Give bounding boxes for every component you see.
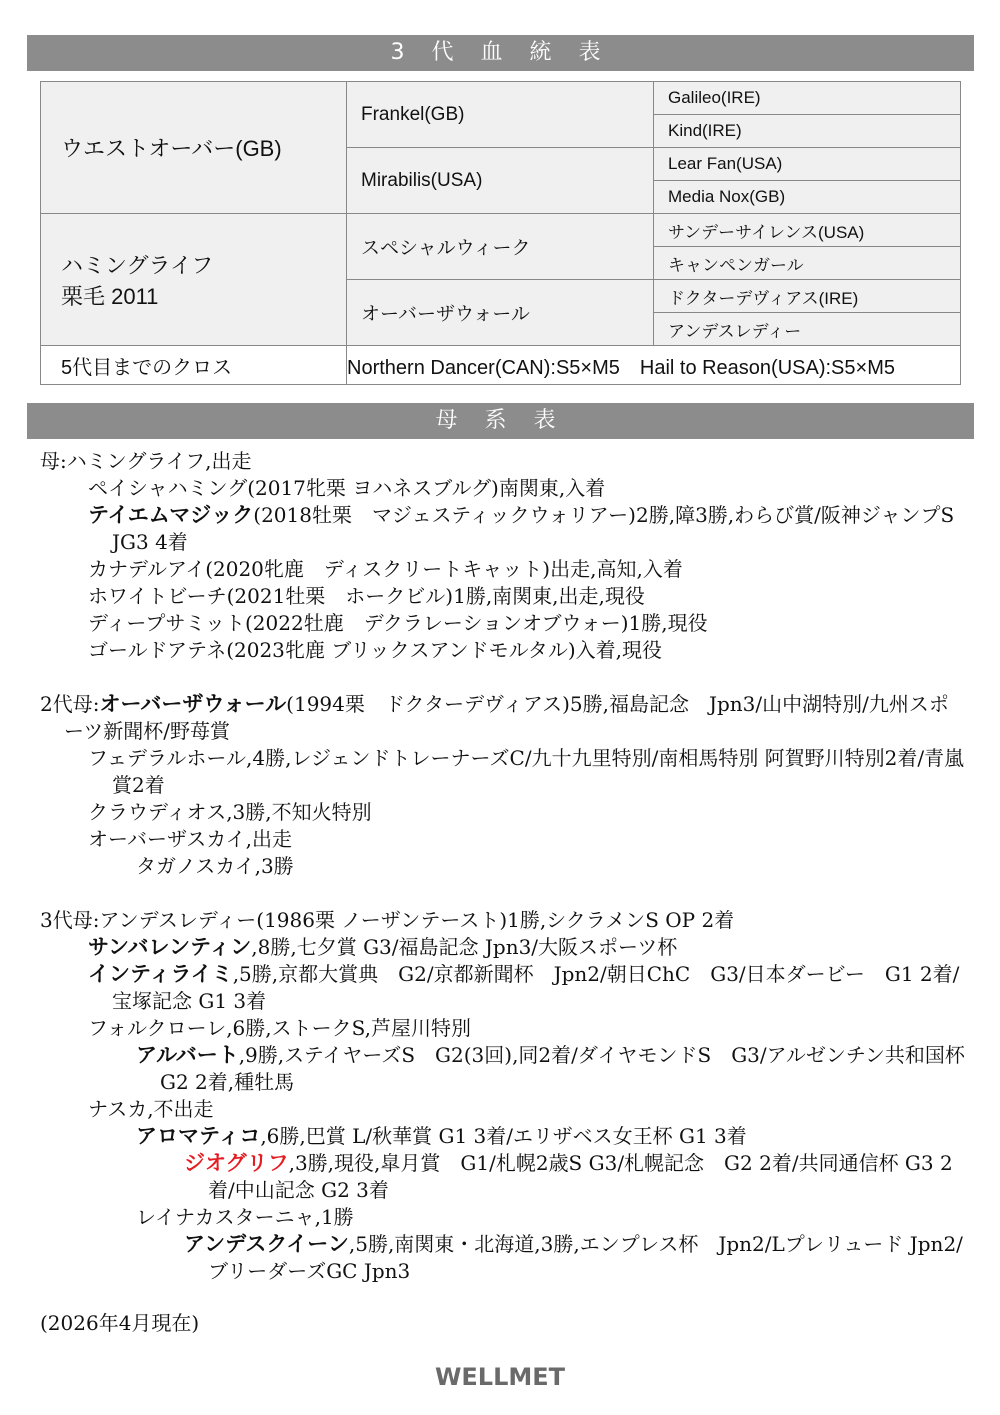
dam-line-entry bbox=[40, 583, 965, 610]
dss-cell: サンデーサイレンス(USA) bbox=[654, 214, 961, 247]
entry-text: ディープサミット(2022牡鹿 デクラレーションオブウォー)1勝,現役 bbox=[88, 611, 708, 635]
horse-name-bold: テイエムマジック bbox=[88, 503, 254, 527]
dam-line-entry bbox=[40, 853, 965, 880]
spacer bbox=[40, 664, 965, 691]
sds-cell: Lear Fan(USA) bbox=[654, 148, 961, 181]
dam-line-entry bbox=[40, 1042, 965, 1096]
sire-sire-cell: Frankel(GB) bbox=[347, 82, 654, 148]
entry-prefix: 2代母: bbox=[40, 692, 100, 716]
entry-text: ,6勝,巴賞 L/秋華賞 G1 3着/エリザベス女王杯 G1 3着 bbox=[260, 1124, 747, 1148]
entry-text: ゴールドアテネ(2023牝鹿 ブリックスアンドモルタル)入着,現役 bbox=[88, 638, 663, 662]
dam-info: 栗毛 2011 bbox=[61, 283, 159, 309]
dam-line-entry bbox=[40, 448, 965, 475]
entry-text: フェデラルホール,4勝,レジェンドトレーナーズC/九十九里特別/南相馬特別 阿賀野川特別2着/青嵐賞2着 bbox=[88, 746, 965, 797]
ddd-cell: アンデスレディー bbox=[654, 313, 961, 346]
ssd-cell: Kind(IRE) bbox=[654, 115, 961, 148]
horse-name-bold: アンデスクイーン bbox=[184, 1232, 349, 1256]
dds-cell: ドクターデヴィアス(IRE) bbox=[654, 280, 961, 313]
dam-dam-cell: オーバーザウォール bbox=[347, 280, 654, 346]
horse-name-bold: アルバート bbox=[136, 1043, 239, 1067]
dam-line-entry bbox=[40, 502, 965, 556]
dam-line-entry bbox=[40, 1204, 965, 1231]
cross-value bbox=[347, 346, 961, 385]
dam-line-entry bbox=[40, 610, 965, 637]
spacer bbox=[40, 880, 965, 907]
entry-text: ,5勝,京都大賞典 G2/京都新聞杯 Jpn2/朝日ChC G3/日本ダービー G1 2着/宝塚記念 G1 3着 bbox=[112, 962, 960, 1013]
sire-dam-cell: Mirabilis(USA) bbox=[347, 148, 654, 214]
dam-line-entry bbox=[40, 1015, 965, 1042]
dsd-cell: キャンペンガール bbox=[654, 247, 961, 280]
horse-name-bold: インティライミ bbox=[88, 962, 233, 986]
cross-label: 5代目までのクロス bbox=[41, 346, 347, 385]
entry-text: 3代母:アンデスレディー(1986栗 ノーザンテースト)1勝,シクラメンS OP 2着 bbox=[40, 908, 735, 932]
horse-name-bold: オーバーザウォール bbox=[99, 692, 287, 716]
entry-text: ,5勝,南関東・北海道,3勝,エンプレス杯 Jpn2/Lプレリュード Jpn2/ブリーダーズGC Jpn3 bbox=[208, 1232, 963, 1283]
pedigree-table bbox=[40, 81, 961, 385]
dam-line-entry bbox=[40, 799, 965, 826]
sss-cell: Galileo(IRE) bbox=[654, 82, 961, 115]
dam-name: ハミングライフ bbox=[61, 252, 214, 278]
dam-line-entry bbox=[40, 1096, 965, 1123]
entry-text: ホワイトビーチ(2021牡栗 ホークビル)1勝,南関東,出走,現役 bbox=[88, 584, 645, 608]
entry-text: タガノスカイ,3勝 bbox=[136, 854, 294, 878]
dam-line-entry bbox=[40, 745, 965, 799]
dam-line-entry bbox=[40, 1231, 965, 1285]
entry-text: カナデルアイ(2020牝鹿 ディスクリートキャット)出走,高知,入着 bbox=[88, 557, 683, 581]
dam-line-entry bbox=[40, 961, 965, 1015]
entry-text: ナスカ,不出走 bbox=[88, 1097, 214, 1121]
dam-line-entry bbox=[40, 691, 965, 745]
dam-line-entry bbox=[40, 826, 965, 853]
dam-line-entry bbox=[40, 475, 965, 502]
sdd-cell: Media Nox(GB) bbox=[654, 181, 961, 214]
dam-line-header: 母 系 表 bbox=[27, 403, 974, 439]
dam-line-entry bbox=[40, 1150, 965, 1204]
pedigree-header: 3 代 血 統 表 bbox=[27, 35, 974, 71]
entry-text: クラウディオス,3勝,不知火特別 bbox=[88, 800, 372, 824]
dam-sire-cell: スペシャルウィーク bbox=[347, 214, 654, 280]
entry-text: レイナカスターニャ,1勝 bbox=[136, 1205, 354, 1229]
entry-text: ,9勝,ステイヤーズS G2(3回),同2着/ダイヤモンドS G3/アルゼンチン共和国杯 G2 2着,種牡馬 bbox=[160, 1043, 965, 1094]
dam-line-entry bbox=[40, 556, 965, 583]
entry-text: フォルクローレ,6勝,ストークS,芦屋川特別 bbox=[88, 1016, 471, 1040]
entry-text: ,3勝,現役,皐月賞 G1/札幌2歳S G3/札幌記念 G2 2着/共同通信杯 G3 2着/中山記念 G2 3着 bbox=[208, 1151, 953, 1202]
entry-text: オーバーザスカイ,出走 bbox=[88, 827, 292, 851]
entry-text: ペイシャハミング(2017牝栗 ヨハネスブルグ)南関東,入着 bbox=[88, 476, 606, 500]
entry-text: 母:ハミングライフ,出走 bbox=[40, 449, 252, 473]
dam-line-entry bbox=[40, 1123, 965, 1150]
dam-line-list bbox=[40, 448, 965, 1285]
entry-text: (1994栗 ドクターデヴィアス)5勝,福島記念 Jpn3/山中湖特別/九州スポーツ新聞杯/野苺賞 bbox=[64, 692, 949, 743]
dam-line-entry bbox=[40, 907, 965, 934]
entry-text: ,8勝,七夕賞 G3/福島記念 Jpn3/大阪スポーツ杯 bbox=[251, 935, 678, 959]
dam-cell bbox=[41, 214, 347, 346]
entry-text: (2018牡栗 マジェスティックウォリアー)2勝,障3勝,わらび賞/阪神ジャンプS JG3 4着 bbox=[112, 503, 955, 554]
horse-name-bold: アロマティコ bbox=[136, 1124, 261, 1148]
wellmet-logo: WELLMET bbox=[434, 1363, 566, 1391]
dam-line-entry bbox=[40, 934, 965, 961]
sire-cell: ウエストオーバー(GB) bbox=[41, 82, 347, 214]
cross-text: Northern Dancer(CAN):S5×M5 Hail to Reason(USA):S5×M5 bbox=[347, 356, 895, 379]
dam-line-entry bbox=[40, 637, 965, 664]
horse-name-bold: サンバレンティン bbox=[88, 935, 252, 959]
horse-name-bold: ジオグリフ bbox=[184, 1151, 289, 1175]
footer-note: (2026年4月現在) bbox=[40, 1311, 200, 1335]
